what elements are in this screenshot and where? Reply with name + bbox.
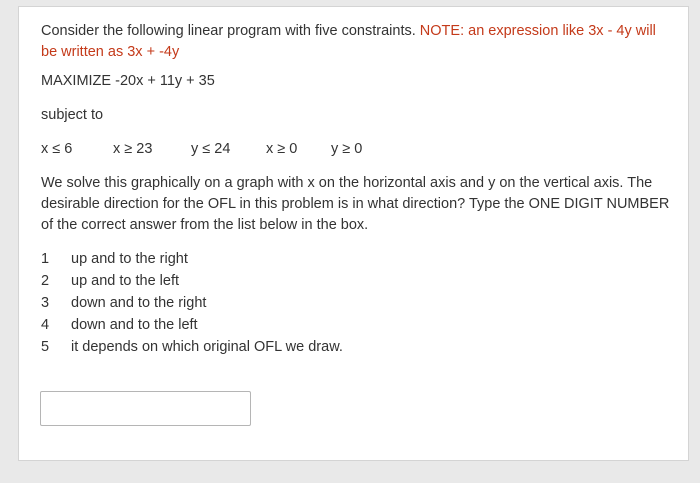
question-prompt: We solve this graphically on a graph with x on the horizontal axis and y on the vertical axis. The desirable direction for the OFL in this problem is in what direction? Type the ONE DIGIT NUMBER of the correct answer from the list below in the box. [41,175,670,233]
option-item [41,248,441,270]
subject-to-label: subject to [41,107,104,123]
constraint-5: y ≥ 0 [331,141,363,157]
options-list [41,248,441,358]
option-item [41,336,441,358]
option-item [41,292,441,314]
option-item [41,314,441,336]
option-number: 1 [41,251,50,267]
option-label: down and to the right [71,295,207,311]
note-text: NOTE: an expression like 3x - 4y will [419,23,656,39]
option-item [41,270,441,292]
note-continued: be written as 3x + -4y [41,44,180,60]
constraint-1: x ≤ 6 [41,141,73,157]
answer-input[interactable] [40,391,251,426]
option-number: 2 [41,273,50,289]
objective-function: MAXIMIZE -20x + 11y + 35 [41,73,215,89]
option-label: down and to the left [71,317,198,333]
question-card [18,6,689,461]
constraint-4: x ≥ 0 [266,141,298,157]
option-number: 3 [41,295,50,311]
option-label: up and to the left [71,273,180,289]
option-label: it depends on which original OFL we draw. [71,339,343,355]
constraint-2: x ≥ 23 [113,141,153,157]
option-number: 4 [41,317,50,333]
option-label: up and to the right [71,251,188,267]
constraint-3: y ≤ 24 [191,141,231,157]
intro-text: Consider the following linear program with five constraints. [41,23,416,39]
option-number: 5 [41,339,50,355]
question-intro [41,21,671,63]
